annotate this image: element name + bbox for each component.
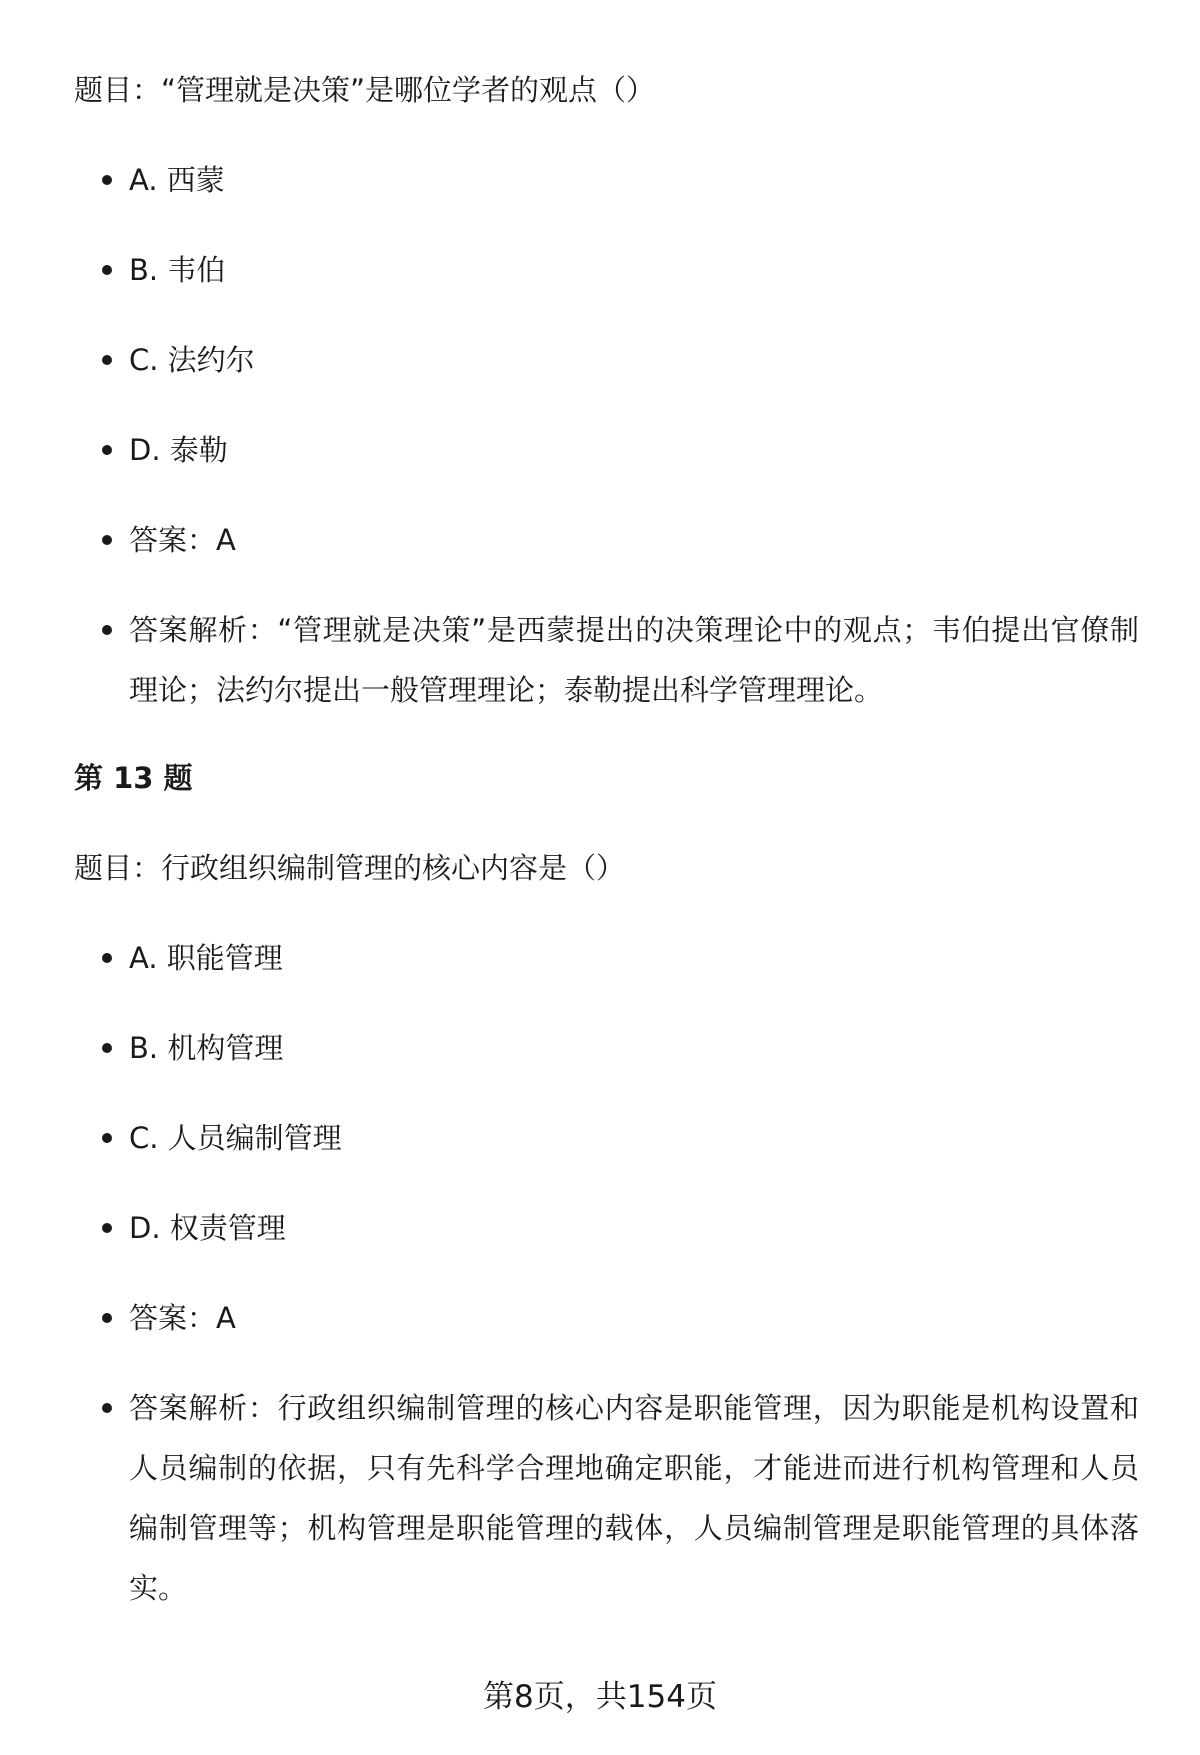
question-13-heading: 第 13 题 (74, 761, 193, 795)
option-text: C. 法约尔 (129, 343, 255, 377)
option-text: A. 西蒙 (129, 163, 225, 197)
option-text: B. 韦伯 (129, 253, 226, 287)
bullet-icon (102, 1313, 112, 1323)
bullet-icon (102, 265, 112, 275)
bullet-icon (102, 445, 112, 455)
answer-text: 答案：A (129, 1301, 236, 1335)
option-text: A. 职能管理 (129, 941, 283, 975)
option-text: D. 泰勒 (129, 433, 228, 467)
answer-text: 答案：A (129, 523, 236, 557)
bullet-icon (102, 355, 112, 365)
bullet-icon (102, 535, 112, 545)
bullet-icon (102, 1403, 112, 1413)
bullet-icon (102, 625, 112, 635)
bullet-icon (102, 1133, 112, 1143)
analysis-text: 答案解析：行政组织编制管理的核心内容是职能管理，因为职能是机构设置和人员编制的依据，只有先科学合理地确定职能，才能进而进行机构管理和人员编制管理等；机构管理是职能管理的载体，人员编制管理是职能管理的具体落实。 (129, 1391, 1139, 1605)
option-text: D. 权责管理 (129, 1211, 286, 1245)
question-12-stem: 题目：“管理就是决策”是哪位学者的观点（） (74, 73, 656, 107)
analysis-text: 答案解析：“管理就是决策”是西蒙提出的决策理论中的观点；韦伯提出官僚制理论；法约尔提出一般管理理论；泰勒提出科学管理理论。 (129, 613, 1139, 707)
bullet-icon (102, 1223, 112, 1233)
option-text: C. 人员编制管理 (129, 1121, 342, 1155)
option-text: B. 机构管理 (129, 1031, 284, 1065)
bullet-icon (102, 953, 112, 963)
question-13-stem: 题目：行政组织编制管理的核心内容是（） (74, 851, 626, 885)
bullet-icon (102, 1043, 112, 1053)
bullet-icon (102, 175, 112, 185)
page-footer: 第8页，共154页 (483, 1679, 717, 1715)
